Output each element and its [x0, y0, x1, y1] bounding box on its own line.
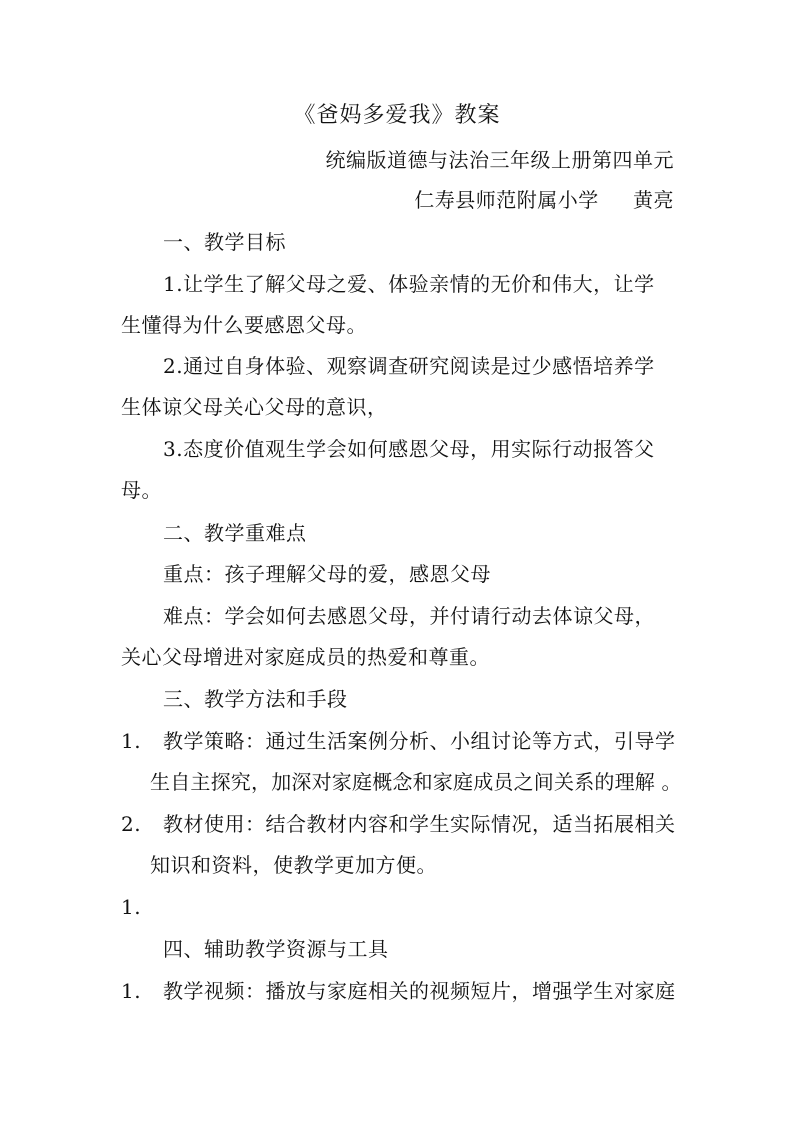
- document-subtitle: 统编版道德与法治三年级上册第四单元: [325, 148, 674, 172]
- section-heading-key-points: 二、教学重难点: [163, 521, 307, 545]
- method-item-2-text: 教材使用：结合教材内容和学生实际情况，适当拓展相关: [163, 812, 676, 836]
- objective-3-line-2: 母。: [121, 478, 162, 502]
- list-number: 1.: [121, 729, 142, 753]
- method-item-2-line-1: [121, 810, 676, 838]
- author-line: 仁寿县师范附属小学 黄亮: [414, 188, 674, 212]
- method-item-3: 1.: [121, 895, 142, 919]
- key-point: 重点：孩子理解父母的爱，感恩父母: [163, 562, 491, 586]
- objective-2-line-1: 2.通过自身体验、观察调查研究阅读是过少感悟培养学: [163, 354, 655, 378]
- objective-2-line-2: 生体谅父母关心父母的意识，: [121, 395, 388, 419]
- section-heading-methods: 三、教学方法和手段: [163, 687, 348, 711]
- resource-item-1-line-1: [121, 977, 676, 1005]
- section-heading-resources: 四、辅助教学资源与工具: [163, 937, 389, 961]
- method-item-1-text: 教学策略：通过生活案例分析、小组讨论等方式，引导学: [163, 729, 676, 753]
- objective-1-line-1: 1.让学生了解父母之爱、体验亲情的无价和伟大，让学: [163, 272, 655, 296]
- document-title: 《爸妈多爱我》教案: [293, 103, 501, 128]
- objective-1-line-2: 生懂得为什么要感恩父母。: [121, 313, 367, 337]
- list-number: 1.: [121, 979, 142, 1003]
- method-item-2-line-2: 知识和资料，使教学更加方便。: [150, 853, 437, 877]
- method-item-1-line-1: [121, 727, 676, 755]
- list-number: 2.: [121, 812, 142, 836]
- objective-3-line-1: 3.态度价值观生学会如何感恩父母，用实际行动报答父: [163, 437, 655, 461]
- difficulty-line-2: 关心父母增进对家庭成员的热爱和尊重。: [121, 645, 490, 669]
- resource-item-1-text: 教学视频：播放与家庭相关的视频短片，增强学生对家庭: [163, 979, 676, 1003]
- difficulty-line-1: 难点：学会如何去感恩父母，并付请行动去体谅父母，: [163, 604, 655, 628]
- section-heading-objectives: 一、教学目标: [163, 230, 286, 254]
- method-item-1-line-2: 生自主探究，加深对家庭概念和家庭成员之间关系的理解 。: [150, 770, 682, 794]
